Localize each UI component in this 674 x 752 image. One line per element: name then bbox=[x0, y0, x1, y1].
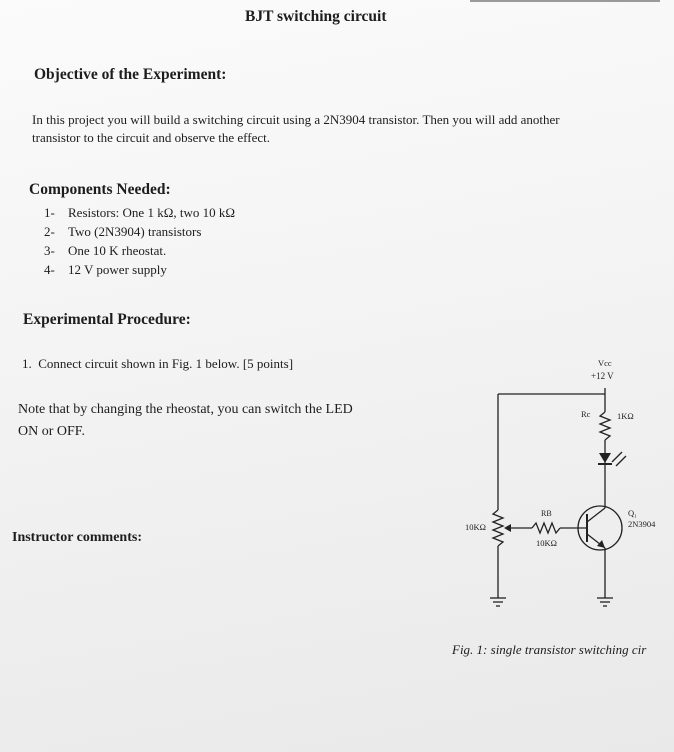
pot-value-label: 10KΩ bbox=[465, 522, 486, 532]
component-text: 12 V power supply bbox=[68, 262, 167, 277]
rheostat bbox=[493, 510, 503, 546]
rc-resistor bbox=[600, 412, 610, 440]
components-heading: Components Needed: bbox=[29, 181, 171, 198]
components-list bbox=[44, 203, 235, 279]
rb-resistor bbox=[532, 523, 560, 533]
component-text: Resistors: One 1 kΩ, two 10 kΩ bbox=[68, 205, 236, 220]
supply-label: +12 V bbox=[591, 371, 614, 381]
component-item bbox=[44, 241, 235, 260]
component-text: Two (2N3904) transistors bbox=[68, 224, 202, 239]
led-icon bbox=[599, 453, 611, 463]
wiper-arrow-icon bbox=[504, 524, 511, 532]
component-item bbox=[44, 222, 235, 241]
component-number: 1- bbox=[44, 205, 55, 220]
note-line-1: Note that by changing the rheostat, you can switch the LED bbox=[18, 402, 353, 417]
led-arrow-2 bbox=[616, 456, 626, 466]
q-part-label: 2N3904 bbox=[628, 519, 656, 529]
figure-caption: Fig. 1: single transistor switching cir bbox=[452, 642, 647, 657]
instructor-comments-label: Instructor comments: bbox=[12, 530, 142, 545]
circuit-diagram bbox=[440, 350, 670, 620]
rc-label: Rc bbox=[581, 409, 591, 419]
component-item bbox=[44, 203, 235, 222]
page-title: BJT switching circuit bbox=[245, 8, 387, 25]
transistor-collector bbox=[587, 508, 605, 522]
procedure-heading: Experimental Procedure: bbox=[23, 311, 191, 328]
rb-value-label: 10KΩ bbox=[536, 538, 557, 548]
component-text: One 10 K rheostat. bbox=[68, 243, 167, 258]
component-item bbox=[44, 260, 235, 279]
rb-label: RB bbox=[541, 509, 552, 518]
vcc-label: Vcc bbox=[598, 358, 612, 368]
component-number: 3- bbox=[44, 243, 55, 258]
led-arrow-1 bbox=[612, 452, 622, 462]
component-number: 2- bbox=[44, 224, 55, 239]
q-label: Q₁ bbox=[628, 508, 638, 518]
note-line-2: ON or OFF. bbox=[18, 424, 85, 439]
objective-heading: Objective of the Experiment: bbox=[34, 66, 227, 83]
procedure-step-1: 1. Connect circuit shown in Fig. 1 below. [5 points] bbox=[22, 356, 294, 371]
objective-line-1: In this project you will build a switching circuit using a 2N3904 transistor. Then you will add another bbox=[32, 112, 560, 127]
rc-value-label: 1KΩ bbox=[617, 411, 634, 421]
page-top-rule bbox=[470, 0, 660, 2]
emitter-arrow-icon bbox=[597, 540, 605, 548]
objective-line-2: transistor to the circuit and observe the effect. bbox=[32, 130, 271, 145]
component-number: 4- bbox=[44, 262, 55, 277]
